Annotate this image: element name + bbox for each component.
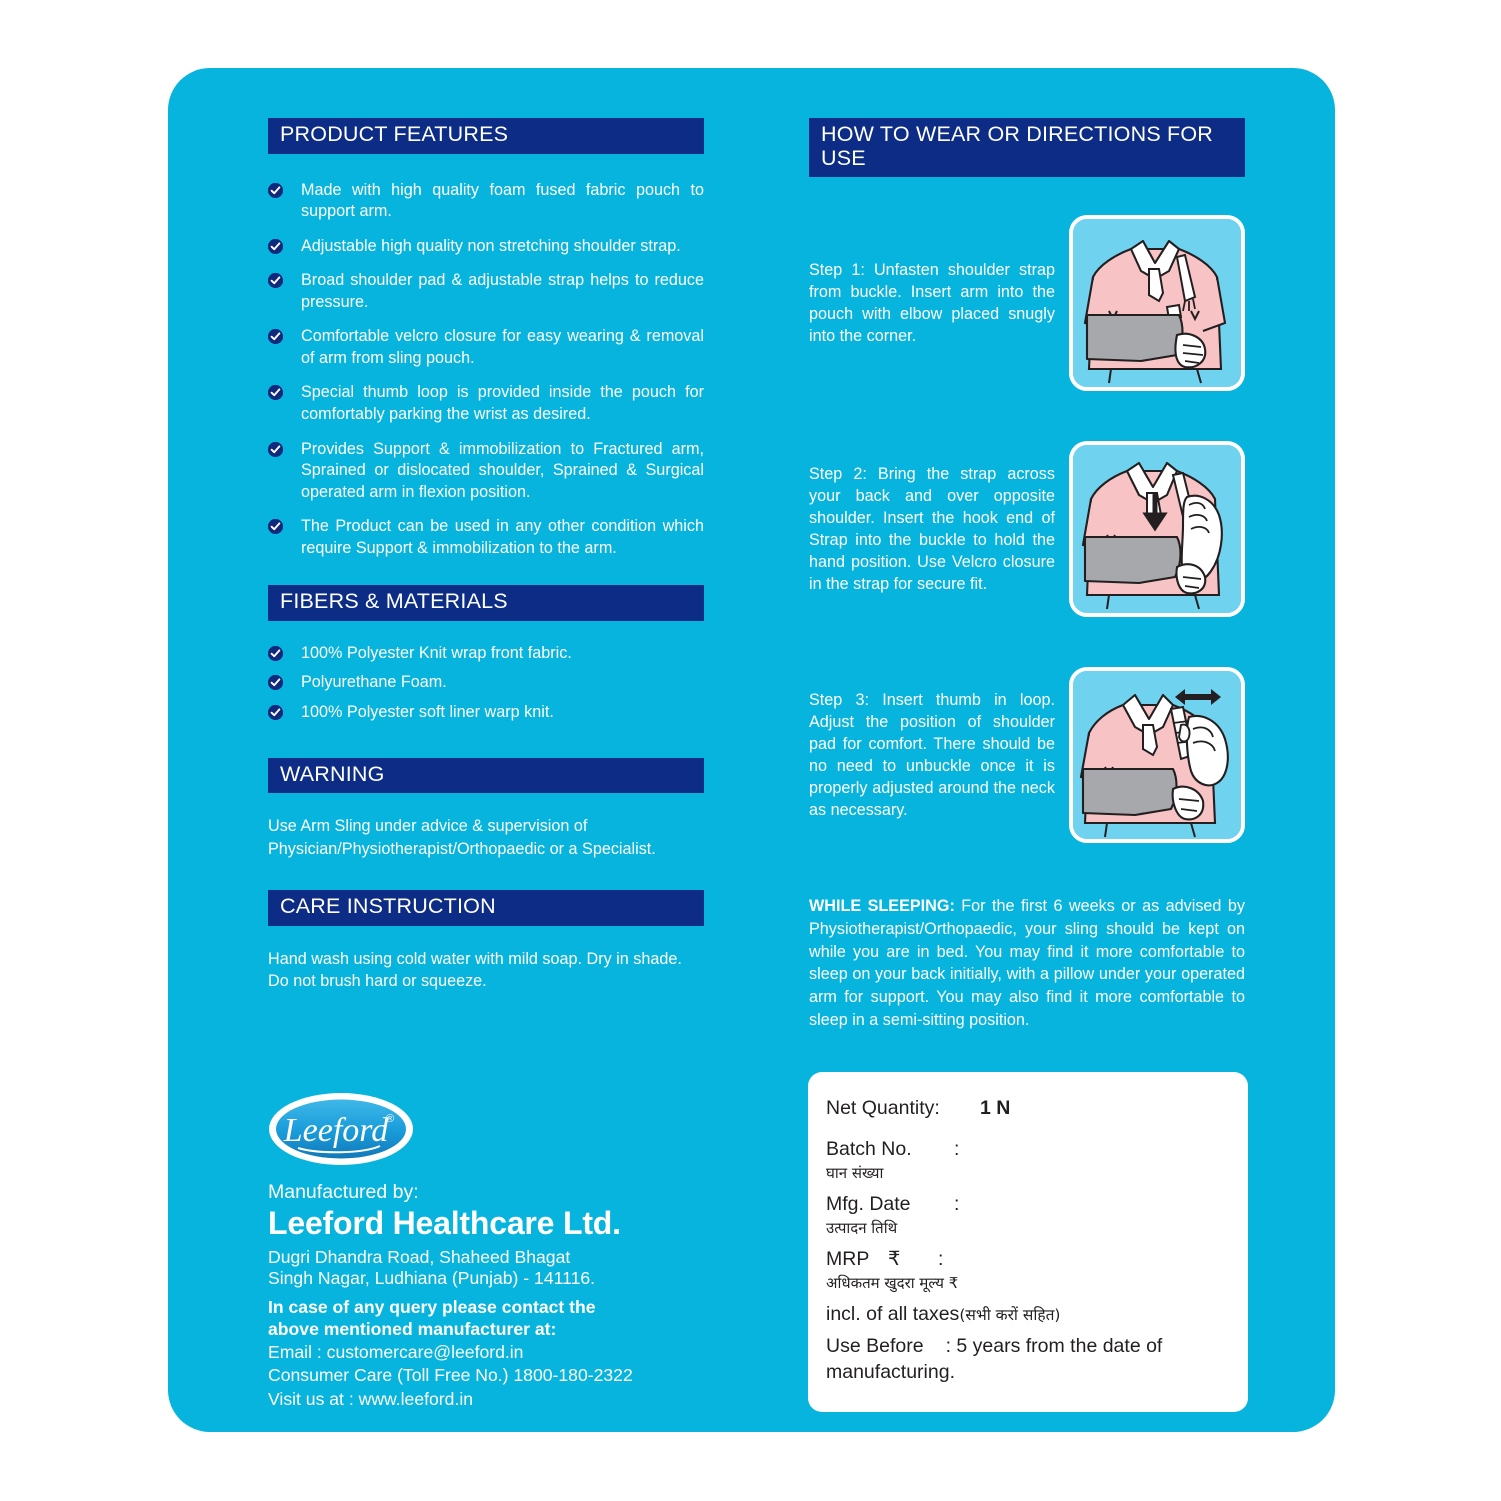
list-item-text: Adjustable high quality non stretching shoulder strap. <box>301 236 681 255</box>
list-item <box>268 516 704 559</box>
incl-taxes-hi: (सभी करों सहित) <box>959 1305 1061 1324</box>
check-icon <box>268 329 283 344</box>
list-item-text: Special thumb loop is provided inside the pouch for comfortably parking the wrist as desired. <box>301 383 704 424</box>
while-sleeping-label: WHILE SLEEPING: <box>809 897 955 916</box>
list-item <box>268 382 704 425</box>
list-item <box>268 702 704 724</box>
step-row <box>809 215 1245 391</box>
use-before-value: : 5 years from the date of <box>945 1335 1163 1358</box>
list-item <box>268 236 704 258</box>
address-line-1: Dugri Dhandra Road, Shaheed Bhagat <box>268 1247 571 1268</box>
use-before-row-2: manufacturing. <box>826 1361 955 1384</box>
manufacturer-block <box>268 1092 738 1410</box>
query-line-1: In case of any query please contact the <box>268 1297 596 1318</box>
list-item <box>268 672 704 694</box>
check-icon <box>268 646 283 661</box>
manufactured-by-label: Manufactured by: <box>268 1181 419 1203</box>
list-item-text: 100% Polyester Knit wrap front fabric. <box>301 643 572 662</box>
list-item-text: Comfortable velcro closure for easy wearing & removal of arm from sling pouch. <box>301 327 704 367</box>
website-line[interactable]: Visit us at : www.leeford.in <box>268 1388 474 1409</box>
incl-taxes-row <box>826 1302 1248 1327</box>
registered-trademark-icon: ® <box>386 1113 395 1125</box>
mfg-date-hindi-label: उत्पादन तिथि <box>826 1218 898 1237</box>
statutory-info-box <box>808 1072 1248 1412</box>
list-item-text: Provides Support & immobilization to Fractured arm, Sprained or dislocated shoulder, Sprained & Surgical operated arm in flexion position. <box>301 439 704 501</box>
check-icon <box>268 519 283 534</box>
while-sleeping-text: For the first 6 weeks or as advised by Physiotherapist/Orthopaedic, your sling should be kept on while you are in bed. You may find it more comfortable to sleep on your back initially, with a pillow under your operated arm for support. You may also find it more comfortable to sleep in a semi-sitting position. <box>809 897 1245 1029</box>
check-icon <box>268 183 283 198</box>
company-name: Leeford Healthcare Ltd. <box>268 1205 621 1242</box>
arm-sling-step3-illustration <box>1069 667 1245 843</box>
list-item-text: Made with high quality foam fused fabric pouch to support arm. <box>301 180 704 221</box>
check-icon <box>268 385 283 400</box>
product-features-heading: PRODUCT FEATURES <box>268 118 704 154</box>
use-before-row <box>826 1333 1248 1359</box>
list-item <box>268 180 704 223</box>
mrp-colon: : <box>938 1247 944 1270</box>
use-before-label: Use Before <box>826 1335 924 1358</box>
consumer-care-line[interactable]: Consumer Care (Toll Free No.) 1800-180-2322 <box>268 1365 633 1386</box>
check-icon <box>268 273 283 288</box>
right-column <box>809 118 1245 1031</box>
left-column <box>268 118 704 992</box>
leeford-logo-text: Leeford <box>283 1112 389 1149</box>
step-text: Step 3: Insert thumb in loop. Adjust the position of shoulder pad for comfort. There should be no need to unbuckle once it is properly adjusted around the neck as necessary. <box>809 691 1055 820</box>
batch-no-hindi-label: घान संख्या <box>826 1163 884 1182</box>
batch-no-label: Batch No. <box>826 1137 912 1160</box>
list-item <box>268 643 704 665</box>
mfg-date-label: Mfg. Date <box>826 1192 911 1215</box>
check-icon <box>268 675 283 690</box>
care-instruction-heading: CARE INSTRUCTION <box>268 890 704 926</box>
leeford-logo <box>268 1092 415 1167</box>
mfg-date-colon: : <box>954 1192 960 1215</box>
check-icon <box>268 239 283 254</box>
address-line-2: Singh Nagar, Ludhiana (Punjab) - 141116. <box>268 1268 596 1289</box>
mrp-label: MRP <box>826 1247 870 1270</box>
warning-heading: WARNING <box>268 758 704 794</box>
check-icon <box>268 442 283 457</box>
step-text: Step 1: Unfasten shoulder strap from buckle. Insert arm into the pouch with elbow placed snugly into the corner. <box>809 261 1055 346</box>
arm-sling-step2-illustration <box>1069 441 1245 617</box>
step-text: Step 2: Bring the strap across your back and over opposite shoulder. Insert the hook end of Strap into the buckle to hold the hand position. Use Velcro closure in the strap for secure fit. <box>809 465 1055 594</box>
rupee-icon: ₹ <box>888 1247 901 1270</box>
list-item <box>268 270 704 313</box>
mrp-row <box>826 1247 1248 1272</box>
batch-no-colon: : <box>954 1137 960 1160</box>
list-item-text: The Product can be used in any other condition which require Support & immobilization to the arm. <box>301 517 704 557</box>
net-quantity-value: 1 N <box>980 1097 1011 1119</box>
product-features-list <box>268 180 704 560</box>
mrp-hindi-label: अधिकतम खुदरा मूल्य ₹ <box>826 1273 959 1292</box>
fibers-materials-heading: FIBERS & MATERIALS <box>268 585 704 621</box>
directions-heading: HOW TO WEAR OR DIRECTIONS FOR USE <box>809 118 1245 177</box>
list-item-text: Polyurethane Foam. <box>301 673 447 692</box>
fibers-materials-list <box>268 643 704 724</box>
query-line-2: above mentioned manufacturer at: <box>268 1318 557 1339</box>
step-row <box>809 441 1245 617</box>
warning-text: Use Arm Sling under advice & supervision of Physician/Physiotherapist/Orthopaedic or a Specialist. <box>268 817 656 858</box>
batch-no-row <box>826 1137 1248 1162</box>
while-sleeping-paragraph <box>809 895 1245 1031</box>
mfg-date-row <box>826 1192 1248 1217</box>
list-item <box>268 439 704 504</box>
arm-sling-step1-illustration <box>1069 215 1245 391</box>
product-label-card <box>168 68 1335 1432</box>
care-instruction-text: Hand wash using cold water with mild soap. Dry in shade. Do not brush hard or squeeze. <box>268 949 682 990</box>
email-line[interactable]: Email : customercare@leeford.in <box>268 1341 524 1362</box>
step-row <box>809 667 1245 843</box>
list-item-text: 100% Polyester soft liner warp knit. <box>301 703 554 722</box>
incl-taxes-en: incl. of all taxes <box>826 1302 960 1325</box>
check-icon <box>268 705 283 720</box>
list-item <box>268 326 704 369</box>
net-quantity-label: Net Quantity: <box>826 1097 940 1119</box>
list-item-text: Broad shoulder pad & adjustable strap helps to reduce pressure. <box>301 271 704 311</box>
net-quantity-row <box>826 1096 1248 1121</box>
